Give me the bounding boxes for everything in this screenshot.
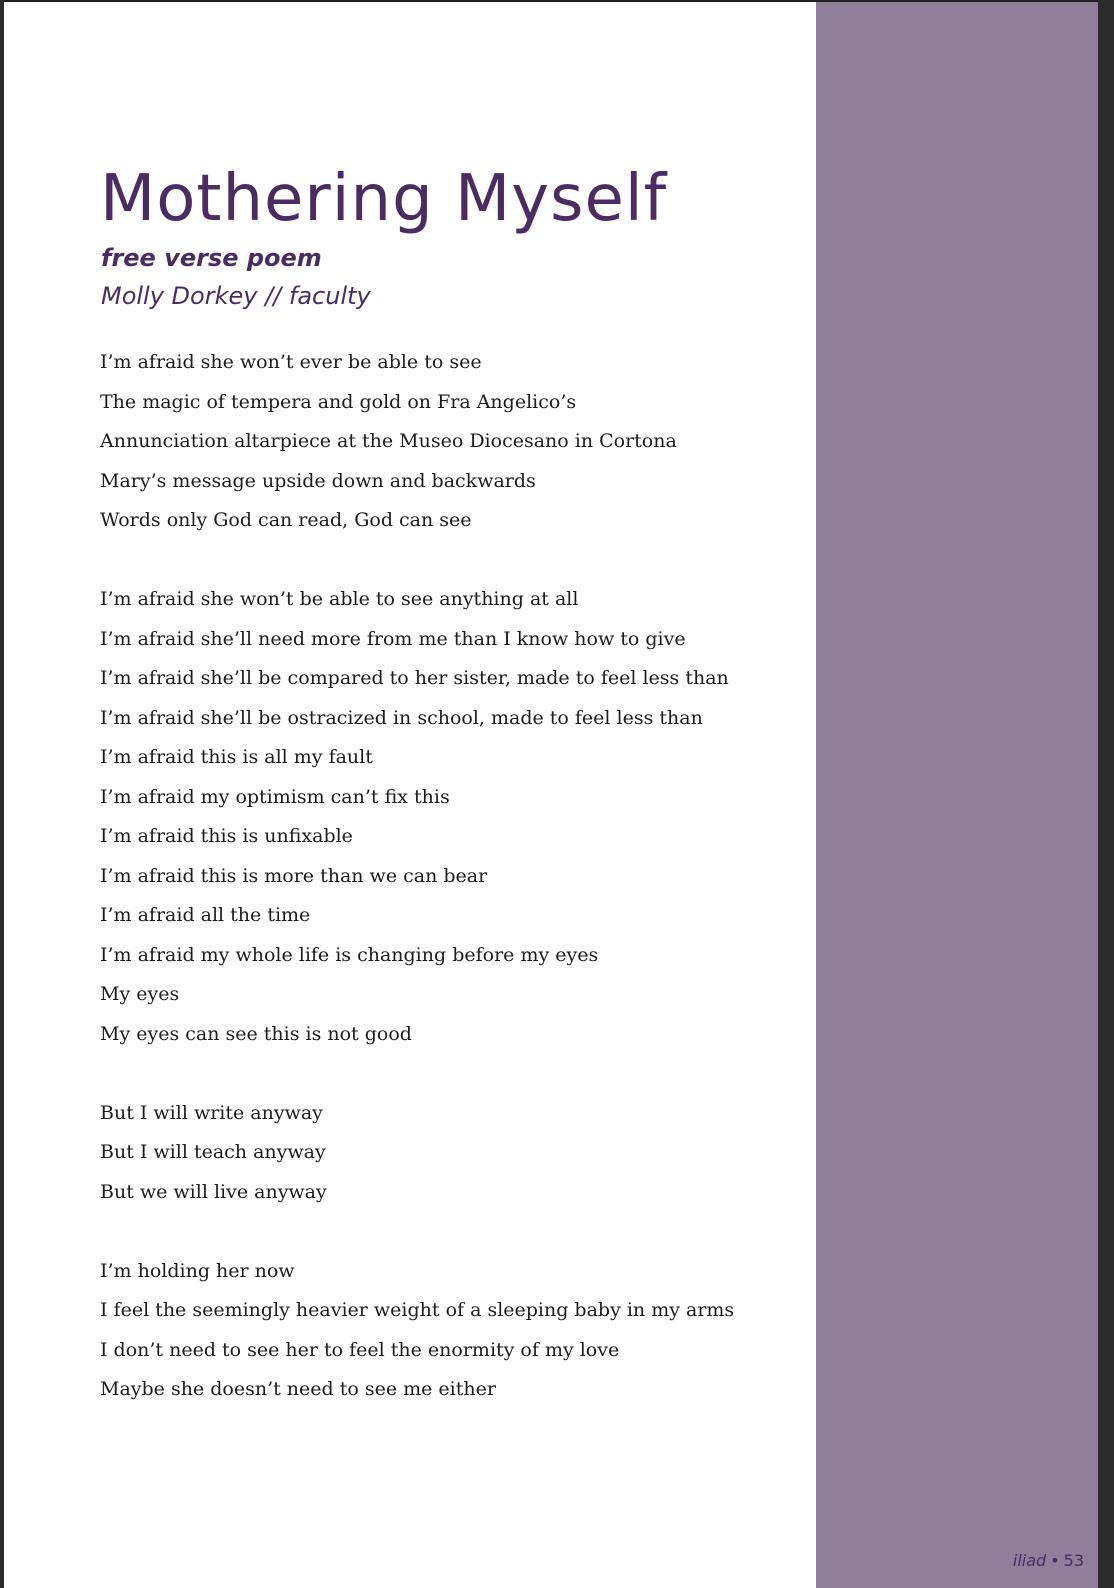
poem-line: But we will live anyway: [100, 1180, 327, 1203]
poem-line: I’m afraid she won’t ever be able to see: [100, 351, 482, 373]
poem-line: But I will teach anyway: [100, 1141, 326, 1163]
sidebar-color-band: [816, 2, 1098, 1588]
poem-line: The magic of tempera and gold on Fra Angelico’s: [100, 390, 577, 413]
poem-line: I’m afraid she’ll be compared to her sister, made to feel less than: [100, 667, 729, 689]
poem-line: I’m afraid this is more than we can bear: [100, 864, 488, 887]
poem-body: [100, 343, 800, 1449]
poem-genre: free verse poem: [101, 244, 322, 272]
poem-line: I’m afraid my whole life is changing before my eyes: [100, 943, 599, 966]
poem-line: Words only God can read, God can see: [100, 509, 472, 531]
poem-line: My eyes: [100, 983, 180, 1005]
poem-line: I feel the seemingly heavier weight of a sleeping baby in my arms: [100, 1299, 735, 1321]
poem-line: I’m afraid she’ll be ostracized in school, made to feel less than: [100, 706, 703, 729]
stanza-1: [100, 343, 800, 541]
poem-line: But I will write anyway: [100, 1101, 323, 1124]
poem-line: Annunciation altarpiece at the Museo Diocesano in Cortona: [100, 430, 677, 452]
poem-line: I don’t need to see her to feel the enormity of my love: [100, 1338, 620, 1361]
poem-line: I’m afraid she’ll need more from me than I know how to give: [100, 627, 686, 650]
poem-line: I’m holding her now: [100, 1259, 295, 1282]
publication-name: iliad: [1012, 1551, 1047, 1570]
poem-title: Mothering Myself: [100, 162, 668, 236]
footer-separator: •: [1050, 1551, 1060, 1570]
poem-line: Mary’s message upside down and backwards: [100, 469, 536, 492]
poem-line: Maybe she doesn’t need to see me either: [100, 1378, 496, 1400]
stanza-4: [100, 1252, 800, 1410]
poem-line: I’m afraid she won’t be able to see anything at all: [100, 588, 579, 610]
poem-line: My eyes can see this is not good: [100, 1022, 412, 1045]
page: [4, 0, 1098, 1588]
page-footer: [1013, 1551, 1084, 1570]
poem-line: I’m afraid this is all my fault: [100, 746, 373, 768]
author-byline: Molly Dorkey // faculty: [101, 282, 371, 310]
poem-line: I’m afraid my optimism can’t fix this: [100, 785, 450, 808]
poem-line: I’m afraid all the time: [100, 904, 311, 926]
stanza-3: [100, 1094, 800, 1213]
stanza-2: [100, 580, 800, 1054]
poem-line: I’m afraid this is unfixable: [100, 825, 353, 847]
page-number: 53: [1063, 1551, 1084, 1570]
